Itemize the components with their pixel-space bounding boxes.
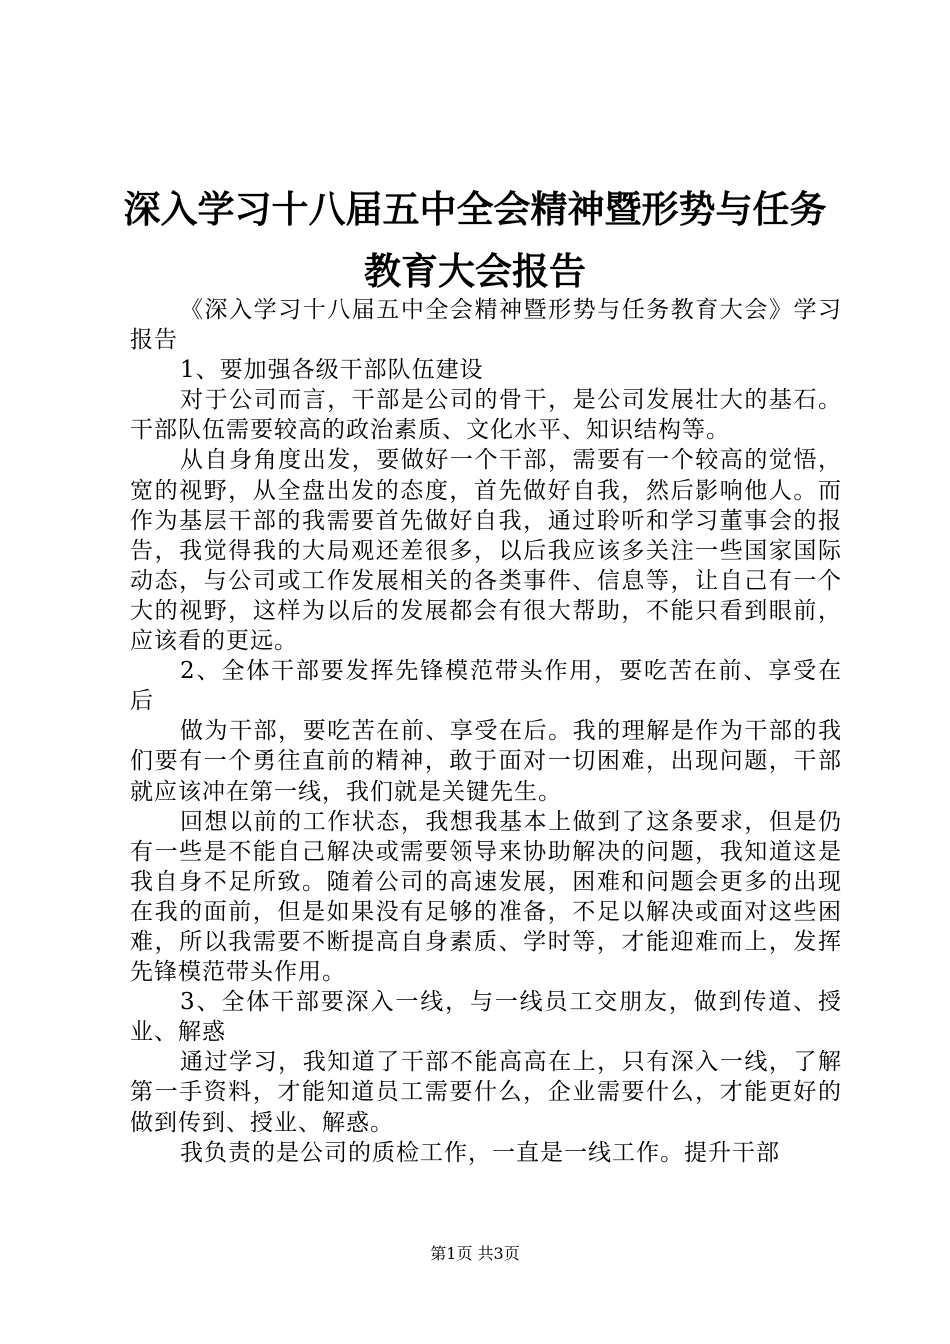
section-heading: 1、要加强各级干部队伍建设 bbox=[180, 357, 484, 384]
document-body bbox=[130, 295, 842, 1168]
section-heading: 2、全体干部要发挥先锋模范带头作用，要吃苦在前、享受在后 bbox=[130, 658, 842, 715]
section-heading: 3、全体干部要深入一线，与一线员工交朋友，做到传道、授业、解惑 bbox=[130, 989, 842, 1046]
paragraph: 我负责的是公司的质检工作，一直是一线工作。提升干部 bbox=[180, 1139, 780, 1166]
page-footer: 第1页 共3页 bbox=[430, 1244, 520, 1263]
document-title: 深入学习十八届五中全会精神暨形势与任务教育大会报告 bbox=[123, 187, 827, 293]
paragraph: 通过学习，我知道了干部不能高高在上，只有深入一线，了解第一手资料，才能知道员工需要什么，企业需要什么，才能更好的做到传到、授业、解惑。 bbox=[130, 1049, 842, 1136]
paragraph: 从自身角度出发，要做好一个干部，需要有一个较高的觉悟，宽的视野，从全盘出发的态度，首先做好自我，然后影响他人。而作为基层干部的我需要首先做好自我，通过聆听和学习董事会的报告，我觉得我的大局观还差很多，以后我应该多关注一些国家国际动态，与公司或工作发展相关的各类事件、信息等，让自己有一个大的视野，这样为以后的发展都会有很大帮助，不能只看到眼前，应该看的更远。 bbox=[130, 447, 842, 655]
paragraph: 对于公司而言，干部是公司的骨干，是公司发展壮大的基石。干部队伍需要较高的政治素质、文化水平、知识结构等。 bbox=[130, 387, 842, 444]
paragraph: 回想以前的工作状态，我想我基本上做到了这条要求，但是仍有一些是不能自己解决或需要领导来协助解决的问题，我知道这是我自身不足所致。随着公司的高速发展，困难和问题会更多的出现在我的面前，但是如果没有足够的准备，不足以解决或面对这些困难，所以我需要不断提高自身素质、学时等，才能迎难而上，发挥先锋模范带头作用。 bbox=[130, 808, 842, 986]
paragraph: 做为干部，要吃苦在前、享受在后。我的理解是作为干部的我们要有一个勇往直前的精神，敢于面对一切困难，出现问题，干部就应该冲在第一线，我们就是关键先生。 bbox=[130, 718, 842, 805]
paragraph: 《深入学习十八届五中全会精神暨形势与任务教育大会》学习报告 bbox=[130, 297, 842, 354]
